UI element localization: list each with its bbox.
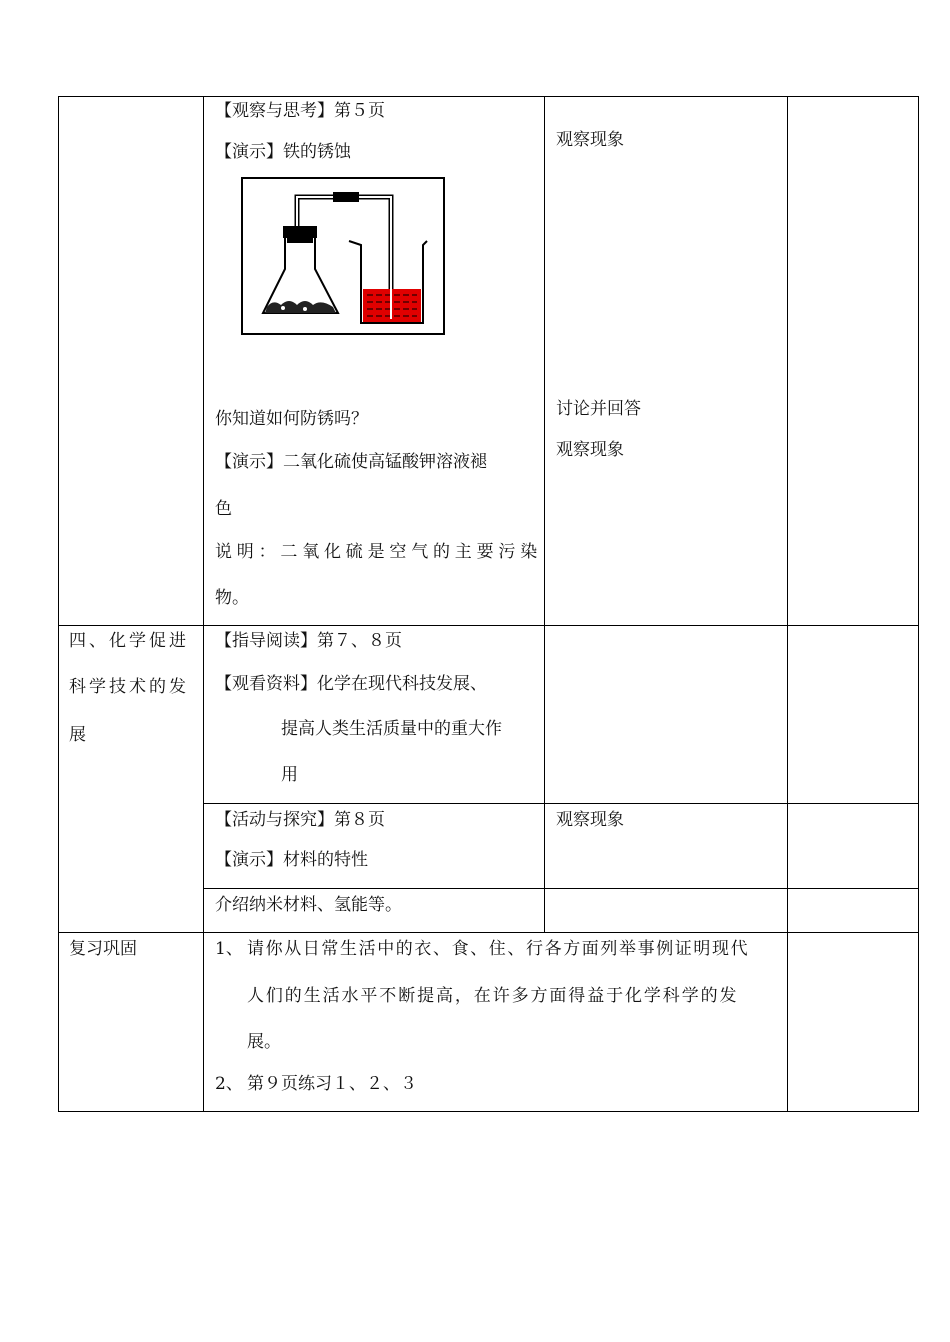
intro-nano: 介绍纳米材料、氢能等。 [215,895,402,915]
table-border-bottom [58,1111,919,1112]
review-section: 复习巩固 [69,939,137,959]
iron-filings-highlight [281,306,285,310]
activity-observe-1: 观察现象 [556,130,624,150]
column-divider-3 [787,96,788,1112]
apparatus-svg [243,179,443,333]
row-divider-3 [203,888,919,889]
note-line1: 说明：二氧化硫是空气的主要污染 [215,542,542,562]
demo-materials: 【演示】材料的特性 [215,850,368,870]
demo-so2-line2: 色 [215,499,232,519]
guided-reading: 【指导阅读】第７、８页 [215,631,402,651]
rubber-stopper [283,226,317,238]
review-item1-line2: 人们的生活水平不断提高，在许多方面得益于化学科学的发 [247,986,739,1006]
activity-discuss: 讨论并回答 [556,399,641,419]
watch-materials-line2: 提高人类生活质量中的重大作 [281,719,502,739]
review-item1-line3: 展。 [247,1032,281,1052]
review-item2-number: 2、 [215,1074,243,1094]
review-item2-text: 第９页练习１、２、３ [247,1074,417,1094]
section-four-line2: 科学技术的发 [69,677,189,697]
iron-rust-apparatus-illustration [241,177,445,335]
watch-materials-line1: 【观看资料】化学在现代科技发展、 [215,674,487,694]
column-divider-2 [544,96,545,933]
demo-so2-line1: 【演示】二氧化硫使高锰酸钾溶液褪 [215,452,487,472]
section-four-line1: 四、化学促进 [69,631,189,651]
note-line2: 物。 [215,588,249,608]
tube-connector [333,192,359,202]
review-item1-line1: 请你从日常生活中的衣、食、住、行各方面列举事例证明现代 [247,939,750,959]
table-border-right [918,96,919,1112]
observe-think-heading: 【观察与思考】第５页 [215,101,385,121]
watch-materials-line3: 用 [281,765,298,785]
section-four-line3: 展 [69,725,86,745]
conical-flask [263,237,338,313]
activity-observe-2: 观察现象 [556,440,624,460]
row-divider-1 [58,625,919,626]
review-item1-number: 1、 [215,939,243,959]
iron-filings-highlight [303,307,307,311]
activity-explore: 【活动与探究】第８页 [215,810,385,830]
row-divider-2 [203,803,919,804]
demo-rust-heading: 【演示】铁的锈蚀 [215,142,351,162]
table-border-left [58,96,59,1112]
antirust-question: 你知道如何防锈吗？ [215,409,368,429]
table-border-top [58,96,919,97]
activity-observe-3: 观察现象 [556,810,624,830]
iron-filings [265,301,336,313]
column-divider-1 [203,96,204,1112]
row-divider-4 [58,932,919,933]
stopper-bottom [287,237,313,243]
lesson-table [58,96,919,1112]
